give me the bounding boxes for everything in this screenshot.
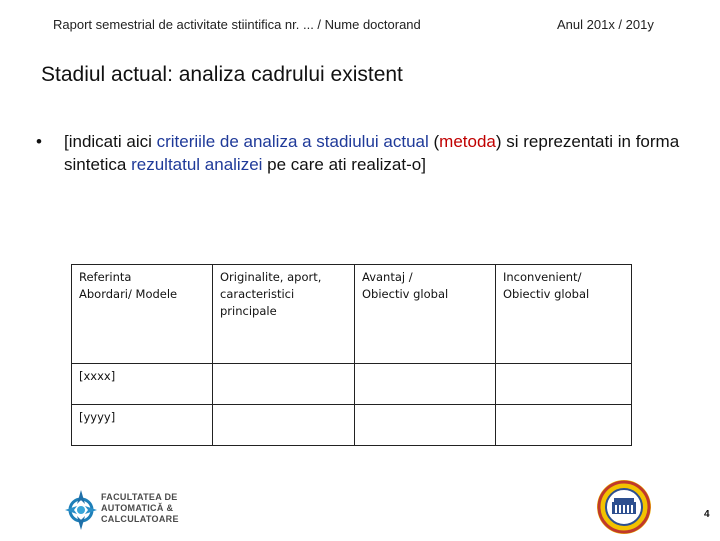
table-header-cell [496, 265, 632, 364]
bullet-criteria-highlight: criteriile de analiza a stadiului actual [156, 132, 429, 151]
table-header-cell [213, 265, 355, 364]
header-line: Inconvenient/ [503, 270, 582, 284]
page-number: 4 [704, 509, 710, 520]
bullet-text-part: [indicati aici [64, 132, 157, 151]
table-cell [213, 364, 355, 405]
table-cell [355, 364, 496, 405]
header-line: principale [220, 304, 277, 318]
faculty-logo-line: AUTOMATICĂ & [101, 503, 174, 513]
table-header-cell [355, 265, 496, 364]
table-header-cell [72, 265, 213, 364]
table-row [72, 405, 632, 446]
faculty-emblem-icon [63, 486, 99, 534]
bullet-text-part: ) si reprezentati in forma sintetica [64, 132, 680, 174]
bullet-method-highlight: metoda [439, 132, 496, 151]
header-line: Obiectiv global [362, 287, 449, 301]
analysis-table [71, 264, 632, 446]
header-year: Anul 201x / 201y [557, 17, 654, 32]
header-line: Obiectiv global [503, 287, 590, 301]
university-seal-icon [594, 478, 654, 536]
faculty-logo-text [101, 492, 179, 525]
bullet-item [36, 130, 696, 176]
faculty-logo-line: CALCULATOARE [101, 514, 179, 524]
header-report-title: Raport semestrial de activitate stiintifica nr. ... / Nume doctorand [53, 17, 421, 32]
bullet-glyph: • [36, 132, 42, 151]
university-seal [594, 478, 654, 536]
header-line: Referinta [79, 270, 132, 284]
bullet-text-part: ( [428, 132, 440, 151]
table-cell [496, 364, 632, 405]
header-line: Abordari/ Modele [79, 287, 178, 301]
table-cell [496, 405, 632, 446]
faculty-logo [63, 486, 178, 534]
table-cell [213, 405, 355, 446]
header-line: Originalite, aport, [220, 270, 322, 284]
bullet-text-part: pe care ati realizat-o] [262, 155, 426, 174]
table-row [72, 364, 632, 405]
slide-title: Stadiul actual: analiza cadrului existent [41, 63, 403, 86]
faculty-logo-line: FACULTATEA DE [101, 492, 178, 502]
bullet-result-highlight: rezultatul analizei [131, 155, 263, 174]
bullet-text [64, 130, 696, 176]
header-line: Avantaj / [362, 270, 413, 284]
table-cell: [xxxx] [72, 364, 213, 405]
table-header-row [72, 265, 632, 364]
table-cell: [yyyy] [72, 405, 213, 446]
table-cell [355, 405, 496, 446]
header-line: caracteristici [220, 287, 295, 301]
